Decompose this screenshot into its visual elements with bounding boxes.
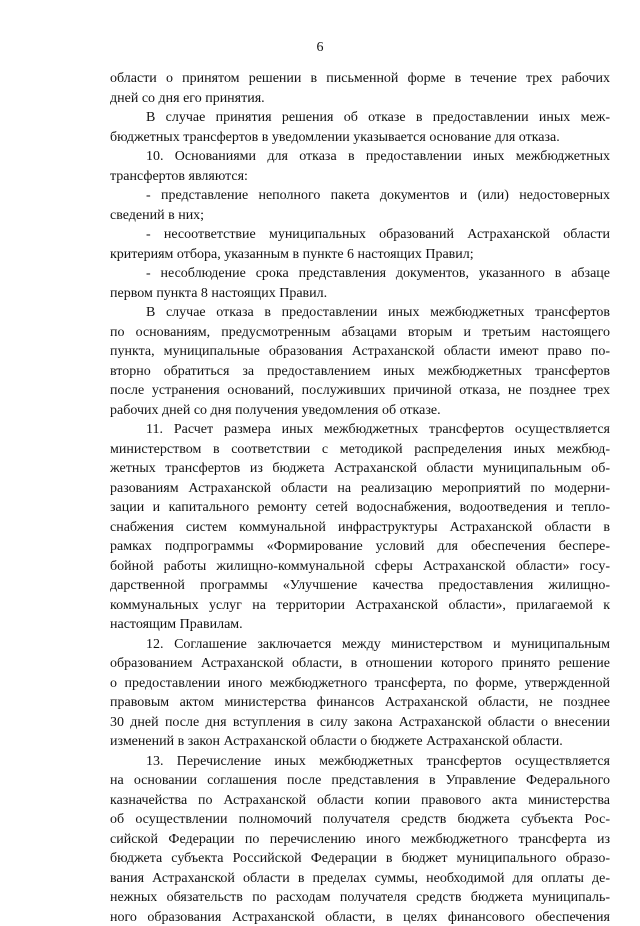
text-line: рабочих дней со дня получения уведомления об отказе. [110, 402, 441, 418]
text-line: нежных обязательств по расходам получателя средств бюджета муниципаль- [110, 890, 610, 905]
text-line: после устранения оснований, послуживших причиной отказа, не позднее трех [110, 383, 610, 398]
text-line: о предоставлении иного межбюджетного трансферта, по форме, утвержденной [110, 675, 610, 691]
text-line: правовым актом министерства финансов Астраханской области, не позднее [110, 695, 610, 710]
text-line: снабжения систем коммунальной инфраструктуры Астраханской области в [110, 519, 610, 535]
text-line: - несоблюдение срока представления документов, указанного в абзаце [146, 266, 610, 281]
text-line: изменений в закон Астраханской области о бюджете Астраханской области. [110, 734, 563, 749]
text-line: 13. Перечисление иных межбюджетных трансфертов осуществляется [146, 753, 610, 769]
text-line: бюджетных трансфертов в уведомлении указывается основание для отказа. [110, 129, 560, 145]
text-line: сийской Федерации по перечислению иного межбюджетного трансферта из [110, 831, 610, 847]
text-line: министерством в соответствии с методикой распределения иных межбюд- [110, 441, 610, 457]
text-line: 11. Расчет размера иных межбюджетных трансфертов осуществляется [146, 422, 610, 437]
text-line: В случае принятия решения об отказе в предоставлении иных меж- [146, 110, 610, 125]
text-line: настоящим Правилам. [110, 617, 243, 632]
page-number: 6 [316, 40, 324, 55]
text-line: дней со дня его принятия. [110, 90, 265, 106]
text-line: зации и капитального ремонту сетей водоснабжения, водоотведения и тепло- [110, 500, 610, 515]
text-line: В случае отказа в предоставлении иных межбюджетных трансфертов [146, 305, 610, 320]
text-line: - представление неполного пакета документов и (или) недостоверных [146, 188, 610, 203]
text-line: образованием Астраханской области, в отношении которого принято решение [110, 656, 610, 671]
text-line: казначейства по Астраханской области копии правового акта министерства [110, 792, 610, 808]
text-line: по основаниям, предусмотренным абзацами вторым и третьим настоящего [110, 324, 610, 340]
text-line: 30 дней после дня вступления в силу закона Астраханской области о внесении [110, 714, 610, 730]
text-line: рамках подпрограммы «Формирование условий для обеспечения беспере- [110, 539, 610, 554]
text-line: бойной работы жилищно-коммунальной сферы Астраханской области» госу- [110, 558, 610, 574]
text-line: разованиям Астраханской области на реализацию мероприятий по модерни- [110, 480, 610, 496]
text-line: трансфертов являются: [110, 168, 248, 184]
text-line: области о принятом решении в письменной форме в течение трех рабочих [110, 71, 610, 86]
text-line: жетных трансфертов из бюджета Астраханской области муниципальным об- [110, 461, 610, 476]
text-line: 12. Соглашение заключается между министерством и муниципальным [146, 636, 610, 652]
text-line: коммунальных услуг на территории Астраханской области», прилагаемой к [110, 597, 610, 613]
text-line: критериям отбора, указанным в пункте 6 настоящих Правил; [110, 246, 474, 262]
text-line: бюджета субъекта Российской Федерации в бюджет муниципального образо- [110, 851, 610, 866]
text-line: пункта, муниципальные образования Астраханской области имеют право по- [110, 344, 610, 359]
text-line: - несоответствие муниципальных образований Астраханской области [146, 227, 610, 242]
text-line: дарственной программы «Улучшение качества предоставления жилищно- [110, 578, 610, 593]
text-line: 10. Основаниями для отказа в предоставлении иных межбюджетных [146, 149, 610, 164]
text-line: вторно обратиться за предоставлением иных межбюджетных трансфертов [110, 363, 610, 379]
text-line: об осуществлении полномочий получателя средств бюджета субъекта Рос- [110, 812, 610, 827]
text-line: первом пункта 8 настоящих Правил. [110, 285, 328, 301]
text-line: ного образования Астраханской области, в целях финансового обеспечения [110, 909, 610, 925]
text-line: вания Астраханской области в пределах суммы, необходимой для оплаты де- [110, 870, 610, 886]
text-line: сведений в них; [110, 207, 205, 223]
text-line: на основании соглашения после представления в Управление Федерального [110, 773, 610, 788]
